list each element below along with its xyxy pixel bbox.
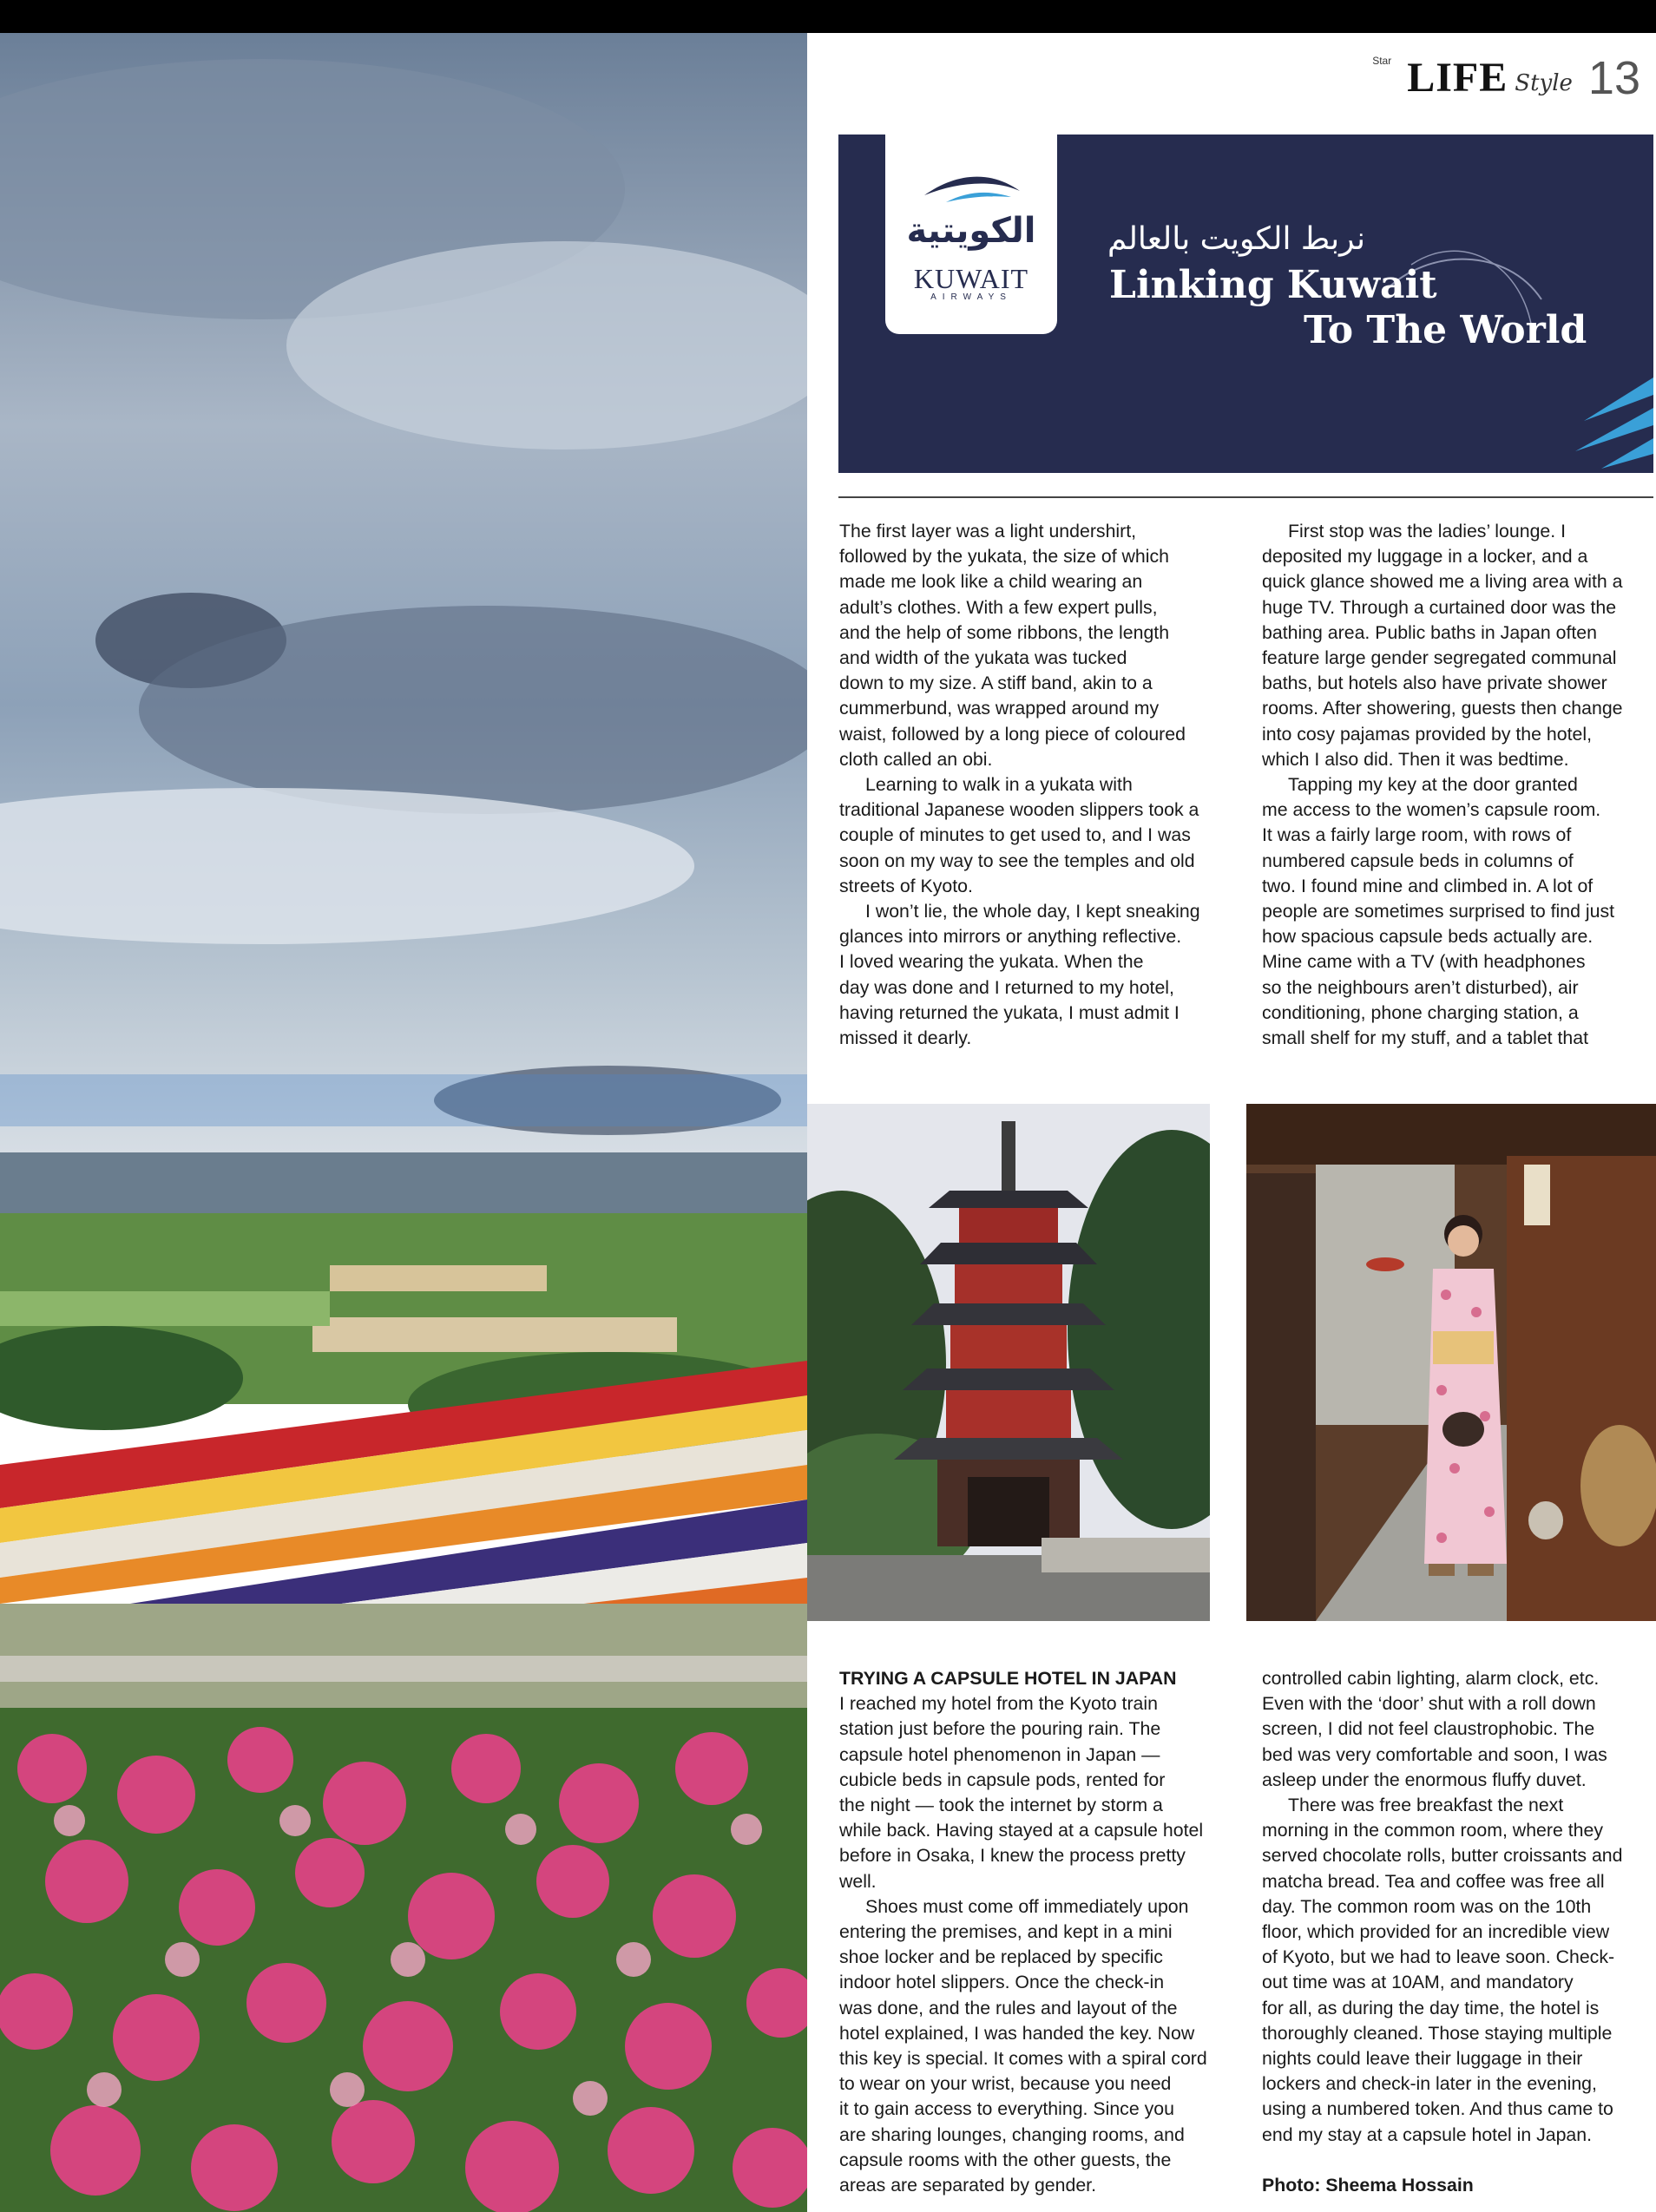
ad-tagline-line2: To The World [1304, 308, 1587, 352]
text-line: The first layer was a light undershirt, [839, 521, 1137, 542]
text-line: I loved wearing the yukata. When the [839, 951, 1144, 973]
text-line: this key is special. It comes with a spiral cord [839, 2048, 1207, 2070]
text-line: of Kyoto, but we had to leave soon. Check- [1262, 1946, 1615, 1968]
text-line: baths, but hotels also have private shower [1262, 673, 1607, 694]
text-line: deposited my luggage in a locker, and a [1262, 546, 1588, 568]
article-column-top-left [839, 519, 1200, 1051]
text-line: capsule hotel phenomenon in Japan — [839, 1743, 1160, 1765]
text-line: rooms. After showering, guests then change [1262, 698, 1623, 719]
text-line: down to my size. A stiff band, akin to a [839, 673, 1153, 694]
text-line: cloth called an obi. [839, 748, 993, 770]
text-line: numbered capsule beds in columns of [1262, 850, 1574, 871]
text-line: shoe locker and be replaced by specific [839, 1946, 1163, 1968]
text-line: lockers and check-in later in the evening, [1262, 2073, 1597, 2095]
text-line: entering the premises, and kept in a mini [839, 1921, 1173, 1943]
ad-logo-box [885, 135, 1057, 334]
text-line: for all, as during the day time, the hotel is [1262, 1997, 1600, 2018]
text-line: nights could leave their luggage in their [1262, 2048, 1583, 2070]
text-line: Even with the ‘door’ shut with a roll down [1262, 1693, 1596, 1715]
ad-logo-arabic: الكويتية [906, 211, 1036, 251]
flower-field-photo [0, 33, 807, 2212]
text-line: how spacious capsule beds actually are. [1262, 926, 1594, 948]
text-line: day was done and I returned to my hotel, [839, 976, 1174, 998]
horizontal-rule [838, 496, 1653, 498]
ad-tagline-line1: Linking Kuwait [1109, 263, 1437, 307]
text-line: floor, which provided for an incredible view [1262, 1921, 1610, 1943]
ad-logo-sub: AIRWAYS [930, 292, 1012, 302]
text-line: to wear on your wrist, because you need [839, 2073, 1172, 2095]
masthead-brand-small: Star [1372, 55, 1392, 67]
text-line: end my stay at a capsule hotel in Japan. [1262, 2123, 1593, 2145]
text-line: people are sometimes surprised to find just [1262, 901, 1615, 922]
spacer [1262, 2148, 1623, 2173]
text-line: Shoes must come off immediately upon [865, 1895, 1189, 1917]
text-line: conditioning, phone charging station, a [1262, 1001, 1579, 1023]
text-line: matcha bread. Tea and coffee was free all [1262, 1870, 1605, 1892]
text-line: asleep under the enormous fluffy duvet. [1262, 1769, 1587, 1790]
text-line: two. I found mine and climbed in. A lot of [1262, 875, 1594, 896]
blue-streaks-icon [1567, 369, 1653, 473]
text-line: out time was at 10AM, and mandatory [1262, 1972, 1574, 1993]
text-line: which I also did. Then it was bedtime. [1262, 748, 1569, 770]
text-line: huge TV. Through a curtained door was the [1262, 596, 1617, 618]
text-line: was done, and the rules and layout of the [839, 1997, 1178, 2018]
text-line: are sharing lounges, changing rooms, and [839, 2123, 1185, 2145]
text-line: There was free breakfast the next [1288, 1795, 1564, 1816]
text-line: indoor hotel slippers. Once the check-in [839, 1972, 1165, 1993]
masthead-brand-script: Style [1515, 70, 1573, 96]
text-line: bed was very comfortable and soon, I was [1262, 1743, 1607, 1765]
article-column-top-right [1262, 519, 1623, 1051]
text-line: having returned the yukata, I must admit I [839, 1001, 1180, 1023]
ad-tagline-arabic: نربط الكويت بالعالم [1107, 221, 1365, 257]
text-line: adult’s clothes. With a few expert pulls, [839, 596, 1158, 618]
subheading: TRYING A CAPSULE HOTEL IN JAPAN [839, 1668, 1177, 1689]
text-line: and the help of some ribbons, the length [839, 621, 1170, 643]
text-line: station just before the pouring rain. The [839, 1718, 1161, 1740]
yukata-photo [1246, 1104, 1656, 1621]
text-line: into cosy pajamas provided by the hotel, [1262, 723, 1593, 745]
text-line: missed it dearly. [839, 1027, 972, 1049]
text-line: before in Osaka, I knew the process pretty [839, 1845, 1186, 1867]
text-line: feature large gender segregated communal [1262, 647, 1617, 669]
text-line: served chocolate rolls, butter croissants and [1262, 1845, 1623, 1867]
text-line: hotel explained, I was handed the key. Now [839, 2022, 1195, 2044]
bird-logo-icon [920, 169, 1024, 208]
text-line: it to gain access to everything. Since you [839, 2098, 1174, 2120]
text-line: First stop was the ladies’ lounge. I [1288, 521, 1567, 542]
page-number: 13 [1587, 52, 1640, 104]
text-line: the night — took the internet by storm a [839, 1795, 1163, 1816]
text-line: made me look like a child wearing an [839, 571, 1143, 593]
text-line: waist, followed by a long piece of coloured [839, 723, 1186, 745]
text-line: thoroughly cleaned. Those staying multiple [1262, 2022, 1613, 2044]
text-line: small shelf for my stuff, and a tablet that [1262, 1027, 1589, 1049]
masthead-brand: LIFE [1407, 55, 1508, 101]
text-line: screen, I did not feel claustrophobic. The [1262, 1718, 1595, 1740]
text-line: cubicle beds in capsule pods, rented for [839, 1769, 1166, 1790]
text-line: and width of the yukata was tucked [839, 647, 1127, 669]
text-line: couple of minutes to get used to, and I was [839, 824, 1191, 846]
text-line: me access to the women’s capsule room. [1262, 799, 1601, 821]
text-line: well. [839, 1870, 877, 1892]
text-line: streets of Kyoto. [839, 875, 973, 896]
text-line: using a numbered token. And thus came to [1262, 2098, 1613, 2120]
text-line: so the neighbours aren’t disturbed), air [1262, 976, 1579, 998]
text-line: soon on my way to see the temples and old [839, 850, 1195, 871]
text-line: bathing area. Public baths in Japan often [1262, 621, 1597, 643]
text-line: areas are separated by gender. [839, 2175, 1096, 2196]
pagoda-photo [807, 1104, 1210, 1621]
text-line: followed by the yukata, the size of which [839, 546, 1170, 568]
text-line: controlled cabin lighting, alarm clock, etc. [1262, 1668, 1600, 1689]
top-black-band [0, 0, 1656, 33]
text-line: I reached my hotel from the Kyoto train [839, 1693, 1158, 1715]
text-line: while back. Having stayed at a capsule hotel [839, 1820, 1204, 1841]
article-column-bottom-right [1262, 1666, 1623, 2198]
text-line: It was a fairly large room, with rows of [1262, 824, 1572, 846]
text-line: Tapping my key at the door granted [1288, 774, 1578, 796]
text-line: traditional Japanese wooden slippers took a [839, 799, 1199, 821]
text-line: cummerbund, was wrapped around my [839, 698, 1160, 719]
text-line: day. The common room was on the 10th [1262, 1895, 1592, 1917]
text-line: I won’t lie, the whole day, I kept sneaking [865, 901, 1200, 922]
text-line: capsule rooms with the other guests, the [839, 2149, 1172, 2170]
text-line: glances into mirrors or anything reflective. [839, 926, 1182, 948]
text-line: Mine came with a TV (with headphones [1262, 951, 1586, 973]
text-line: morning in the common room, where they [1262, 1820, 1603, 1841]
text-line: quick glance showed me a living area with a [1262, 571, 1623, 593]
kuwait-airways-advert [838, 135, 1653, 473]
masthead [1372, 54, 1640, 102]
article-column-bottom-left [839, 1666, 1207, 2198]
photo-credit: Photo: Sheema Hossain [1262, 2175, 1474, 2196]
ad-logo-name: KUWAIT [913, 263, 1029, 294]
text-line: Learning to walk in a yukata with [865, 774, 1133, 796]
